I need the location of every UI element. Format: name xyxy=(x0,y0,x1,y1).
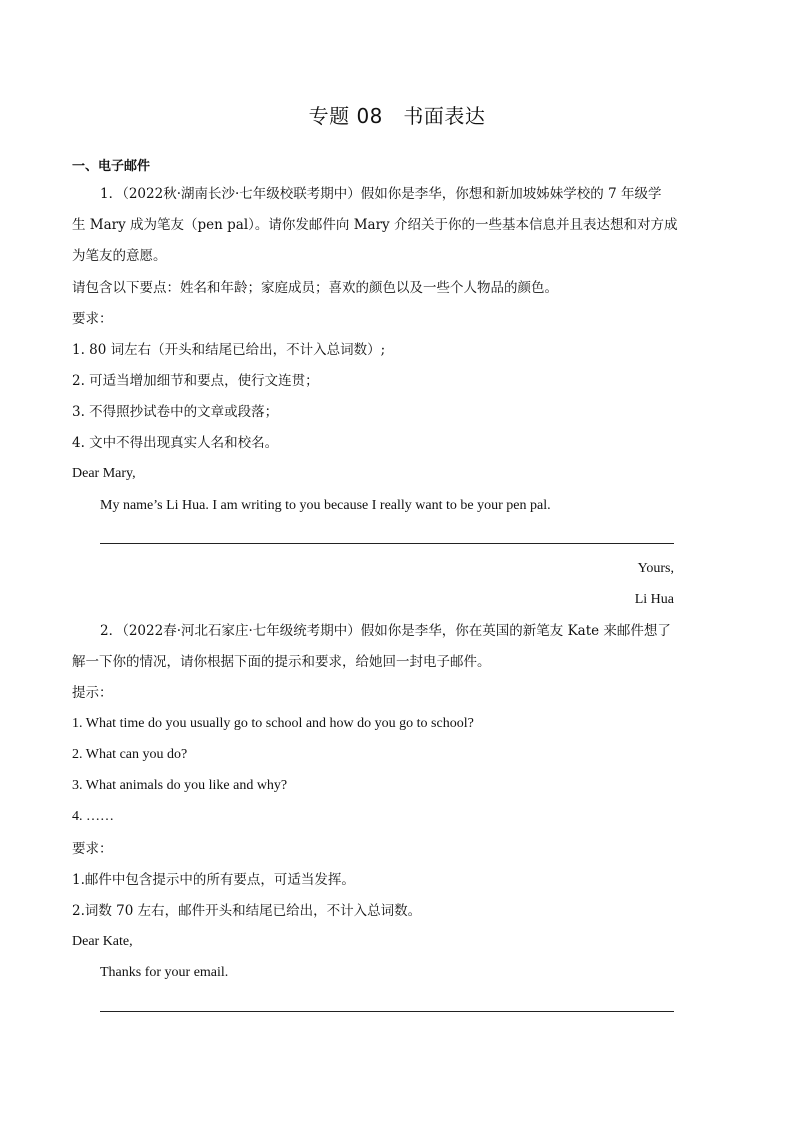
answer-line xyxy=(100,543,674,544)
requirements-label: 要求： xyxy=(72,841,113,857)
requirement-item: 1.邮件中包含提示中的所有要点，可适当发挥。 xyxy=(72,872,355,888)
section-heading: 一、电子邮件 xyxy=(72,159,151,174)
email-opening: My name’s Li Hua. I am writing to you because I really want to be your pen pal. xyxy=(100,498,551,513)
answer-line xyxy=(100,1011,674,1012)
hint-item: 1. What time do you usually go to school and how do you go to school? xyxy=(72,716,474,731)
requirement-item: 3. 不得照抄试卷中的文章或段落； xyxy=(72,404,279,420)
requirement-item: 4. 文中不得出现真实人名和校名。 xyxy=(72,435,279,451)
hints-label: 提示： xyxy=(72,685,113,701)
question-1-text: 为笔友的意愿。 xyxy=(72,248,167,264)
page-title: 专题 08 书面表达 xyxy=(308,104,486,128)
email-greeting: Dear Mary, xyxy=(72,466,136,481)
email-greeting: Dear Kate, xyxy=(72,934,133,949)
email-closing: Yours, xyxy=(637,561,674,576)
question-1-text: 1．（2022秋·湖南长沙·七年级校联考期中）假如你是李华，你想和新加坡姊妹学校的 7 年级学 xyxy=(100,186,662,202)
requirements-label: 要求： xyxy=(72,311,113,327)
question-2-text: 解一下你的情况，请你根据下面的提示和要求，给她回一封电子邮件。 xyxy=(72,654,491,670)
email-opening: Thanks for your email. xyxy=(100,965,229,980)
hint-item: 4. …… xyxy=(72,809,114,824)
email-signature: Li Hua xyxy=(634,592,674,607)
question-2-text: 2．（2022春·河北石家庄·七年级统考期中）假如你是李华，你在英国的新笔友 Kate 来邮件想了 xyxy=(100,623,671,639)
question-1-points: 请包含以下要点：姓名和年龄；家庭成员；喜欢的颜色以及一些个人物品的颜色。 xyxy=(72,280,558,296)
hint-item: 3. What animals do you like and why? xyxy=(72,778,288,793)
hint-item: 2. What can you do? xyxy=(72,747,188,762)
requirement-item: 1. 80 词左右（开头和结尾已给出，不计入总词数）; xyxy=(72,342,386,358)
requirement-item: 2.词数 70 左右，邮件开头和结尾已给出，不计入总词数。 xyxy=(72,903,422,919)
question-1-text: 生 Mary 成为笔友（pen pal）。请你发邮件向 Mary 介绍关于你的一些基本信息并且表达想和对方成 xyxy=(72,217,678,233)
requirement-item: 2. 可适当增加细节和要点，使行文连贯； xyxy=(72,373,319,389)
